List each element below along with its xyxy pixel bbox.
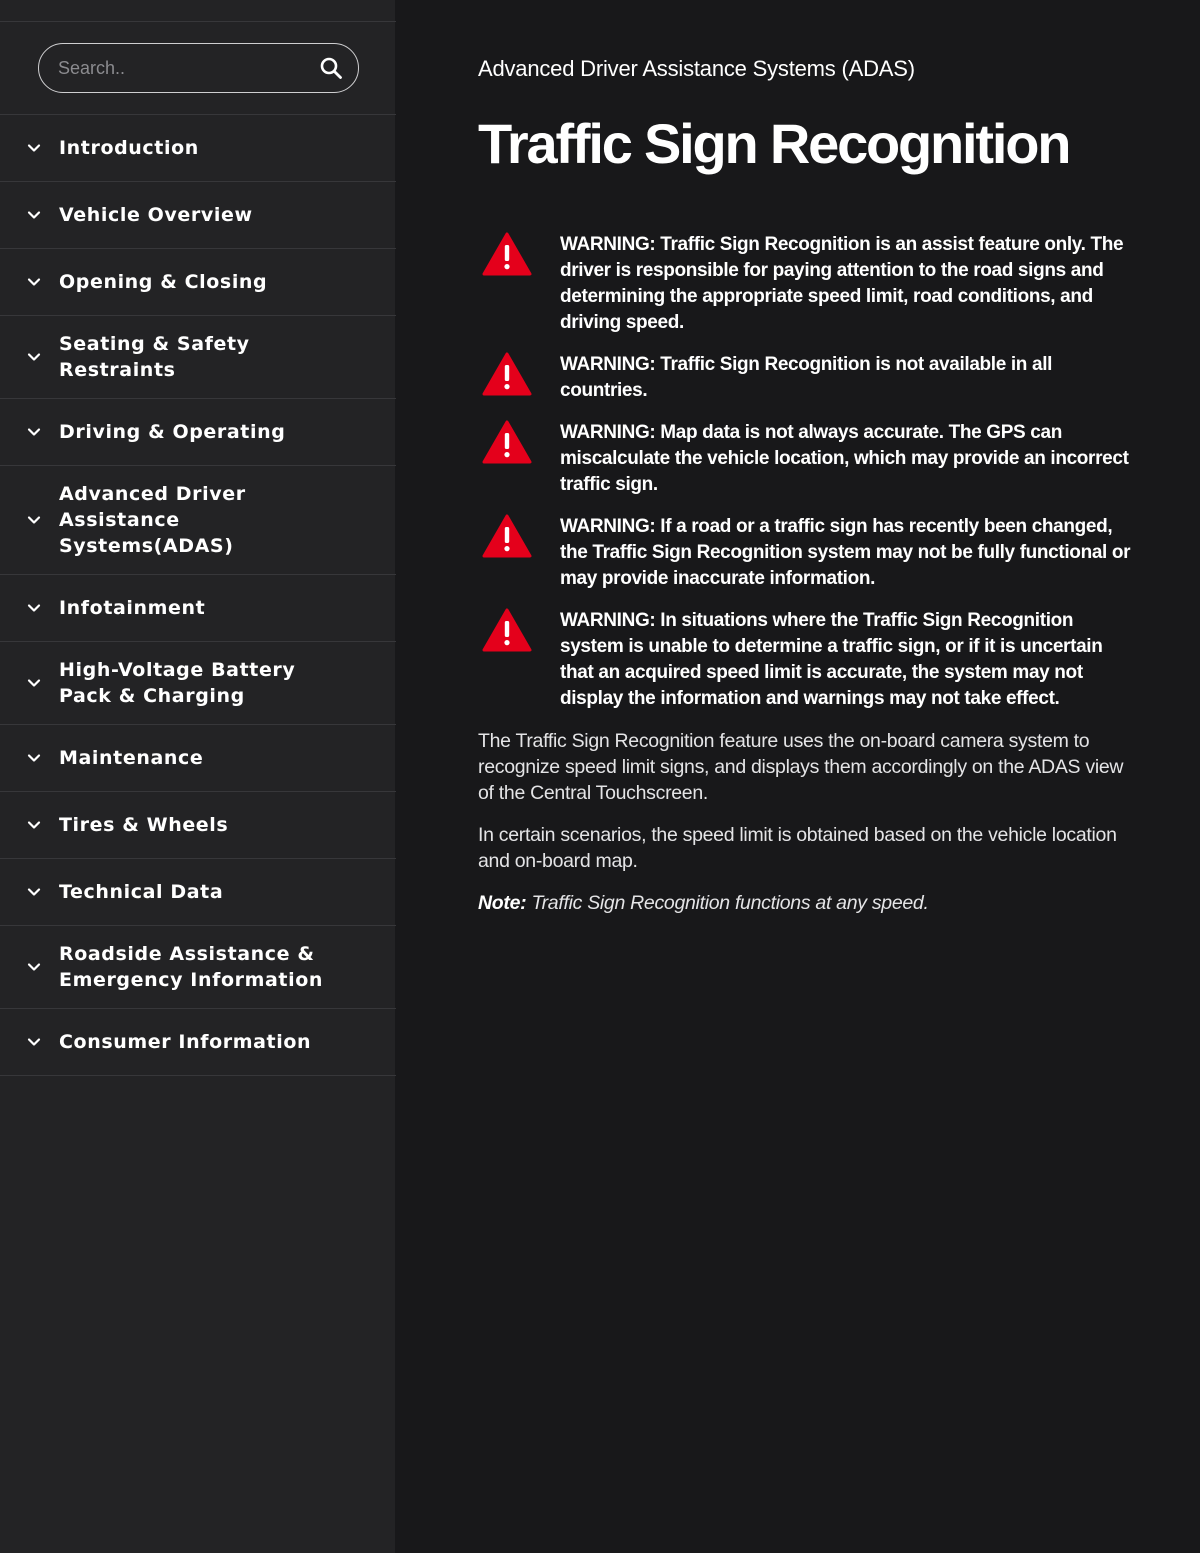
warning-triangle-icon bbox=[482, 451, 532, 468]
chevron-down-icon bbox=[26, 750, 42, 766]
sidebar-item-label: Vehicle Overview bbox=[59, 204, 253, 226]
warning-triangle-icon bbox=[482, 263, 532, 280]
main-content bbox=[395, 0, 1200, 1553]
body-paragraph: The Traffic Sign Recognition feature uses the on-board camera system to recognize speed limit signs, and displays them accordingly on the ADAS view of the Central Touchscreen. bbox=[478, 730, 1124, 804]
sidebar-item-infotainment[interactable] bbox=[0, 575, 396, 642]
sidebar-item-hv-battery[interactable] bbox=[0, 642, 396, 725]
chevron-down-icon bbox=[26, 600, 42, 616]
sidebar-item-label: Maintenance bbox=[59, 747, 204, 769]
body-paragraph: In certain scenarios, the speed limit is obtained based on the vehicle location and on-board map. bbox=[478, 824, 1117, 872]
warning-triangle-icon bbox=[482, 639, 532, 656]
sidebar-item-label: Seating & Safety Restraints bbox=[59, 333, 250, 381]
sidebar-item-label: High-Voltage Battery Pack & Charging bbox=[59, 659, 296, 707]
sidebar-item-technical-data[interactable] bbox=[0, 859, 396, 926]
sidebar-item-label: Technical Data bbox=[59, 881, 224, 903]
chevron-down-icon bbox=[26, 207, 42, 223]
sidebar-item-label: Consumer Information bbox=[59, 1031, 312, 1053]
sidebar-item-roadside-assistance[interactable] bbox=[0, 926, 396, 1009]
sidebar-item-tires-wheels[interactable] bbox=[0, 792, 396, 859]
sidebar-nav bbox=[0, 114, 396, 1076]
chevron-down-icon bbox=[26, 274, 42, 290]
warning-text: WARNING: If a road or a traffic sign has recently been changed, the Traffic Sign Recognition system may not be fully functional or may provide inaccurate information. bbox=[560, 516, 1131, 589]
sidebar-item-label: Tires & Wheels bbox=[59, 814, 229, 836]
sidebar-item-opening-closing[interactable] bbox=[0, 249, 396, 316]
note-label: Note: bbox=[478, 892, 527, 914]
chevron-down-icon bbox=[26, 675, 42, 691]
sidebar-item-seating-safety[interactable] bbox=[0, 316, 396, 399]
warning-text: WARNING: Traffic Sign Recognition is not available in all countries. bbox=[560, 354, 1053, 401]
sidebar-item-label: Driving & Operating bbox=[59, 421, 286, 443]
sidebar-item-label: Opening & Closing bbox=[59, 271, 268, 293]
warning-text: WARNING: Traffic Sign Recognition is an assist feature only. The driver is responsible for paying attention to the road signs and determining the appropriate speed limit, road conditions, and driving speed. bbox=[560, 234, 1124, 333]
sidebar-item-consumer-information[interactable] bbox=[0, 1009, 396, 1076]
chevron-down-icon bbox=[26, 817, 42, 833]
sidebar-item-driving-operating[interactable] bbox=[0, 399, 396, 466]
sidebar-item-label: Roadside Assistance & Emergency Information bbox=[59, 943, 323, 991]
sidebar-item-maintenance[interactable] bbox=[0, 725, 396, 792]
chevron-down-icon bbox=[26, 1034, 42, 1050]
sidebar-item-introduction[interactable] bbox=[0, 115, 396, 182]
sidebar bbox=[0, 0, 395, 1553]
sidebar-item-vehicle-overview[interactable] bbox=[0, 182, 396, 249]
search-box[interactable] bbox=[38, 43, 359, 93]
sidebar-item-label: Advanced Driver Assistance Systems(ADAS) bbox=[59, 483, 246, 557]
note-text: Traffic Sign Recognition functions at any speed. bbox=[531, 892, 929, 914]
breadcrumb[interactable]: Advanced Driver Assistance Systems (ADAS) bbox=[478, 56, 915, 81]
sidebar-item-label: Infotainment bbox=[59, 597, 206, 619]
page-title: Traffic Sign Recognition bbox=[478, 112, 1070, 175]
warning-text: WARNING: Map data is not always accurate. The GPS can miscalculate the vehicle location, which may provide an incorrect traffic sign. bbox=[560, 422, 1129, 495]
divider bbox=[0, 21, 396, 22]
sidebar-item-label: Introduction bbox=[59, 137, 199, 159]
chevron-down-icon bbox=[26, 349, 42, 365]
chevron-down-icon bbox=[26, 512, 42, 528]
search-input[interactable] bbox=[58, 44, 318, 92]
search-icon[interactable] bbox=[318, 55, 344, 81]
chevron-down-icon bbox=[26, 140, 42, 156]
chevron-down-icon bbox=[26, 884, 42, 900]
chevron-down-icon bbox=[26, 959, 42, 975]
note bbox=[478, 890, 1140, 916]
warning-triangle-icon bbox=[482, 383, 532, 400]
warning-text: WARNING: In situations where the Traffic Sign Recognition system is unable to determine a traffic sign, or if it is uncertain that an acquired speed limit is accurate, the system may not display the information and warnings may not take effect. bbox=[560, 610, 1103, 709]
warning-block bbox=[478, 514, 1140, 592]
warning-block bbox=[478, 420, 1140, 498]
warning-block bbox=[478, 352, 1140, 404]
warning-block bbox=[478, 232, 1140, 336]
sidebar-item-adas[interactable] bbox=[0, 466, 396, 575]
chevron-down-icon bbox=[26, 424, 42, 440]
warning-block bbox=[478, 608, 1140, 712]
warning-triangle-icon bbox=[482, 545, 532, 562]
